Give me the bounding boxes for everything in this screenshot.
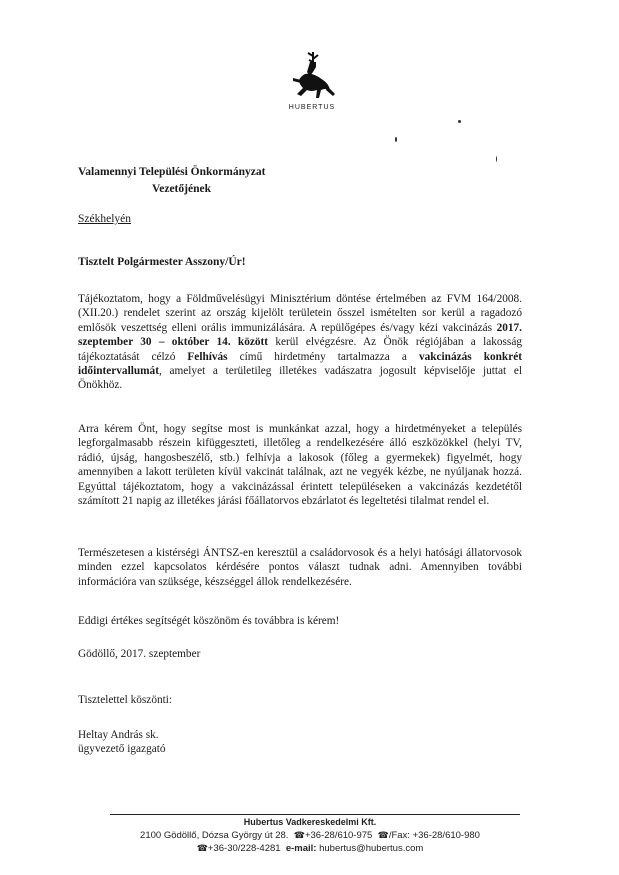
footer-fax-label: /Fax:: [388, 830, 410, 841]
signer-title: ügyvezető igazgató: [78, 743, 166, 755]
scan-speck: [496, 156, 497, 162]
footer-address-line: [60, 830, 560, 841]
regards-line: Tisztelettel köszönti:: [78, 694, 173, 706]
logo-text: HUBERTUS: [288, 104, 336, 111]
recipient-block: [78, 164, 265, 198]
phone-icon: ☎: [196, 843, 208, 853]
footer-divider: [110, 814, 520, 815]
phone-icon: ☎: [377, 830, 389, 840]
scan-speck: [395, 137, 397, 142]
place-date: Gödöllő, 2017. szeptember: [78, 648, 201, 660]
thanks-line: Eddigi értékes segítségét köszönöm és továbbra is kérem!: [78, 615, 340, 627]
salutation: Tisztelt Polgármester Asszony/Úr!: [78, 256, 246, 268]
paragraph-3: Természetesen a kistérségi ÁNTSZ-en keresztül a családorvosok és a helyi hatósági állatorvosok minden ezzel kapcsolatos kérdésére pontos választ tudnak adni. Amennyiben további információra van szüksége, készséggel állok rendelkezésére.: [78, 547, 522, 588]
paragraph-2: Arra kérem Önt, hogy segítse most is munkánkat azzal, hogy a hirdetményeket a település legforgalmasabb részein kifüggeszteti, illetőleg a rendelkezésére álló eszközökkel (helyi TV, rádió, újság, hangosbeszélő, stb.) felhívja a lakosok (főleg a gyermekek) figyelmét, hogy amennyiben a lakott területen kívül vakcinát találnak, azt ne vegyék kézbe, ne nyúljanak hozzá. Egyúttal tájékoztatom, hogy a vakcinázással érintett településeken a vakcinázás kezdetétől számított 21 napig az illetékes járási főállatorvos ebzárlatot és legeltetési tilalmat rendel el.: [78, 423, 522, 508]
footer-phone-2: +36-30/228-4281: [207, 843, 281, 854]
footer-company: Hubertus Vadkereskedelmi Kft.: [243, 817, 377, 827]
signer-name: Heltay András sk.: [78, 729, 159, 741]
footer-fax: +36-28/610-980: [412, 830, 480, 841]
paragraph-1: Tájékoztatom, hogy a Földművelésügyi Minisztérium döntése értelmében az FVM 164/2008. (XII.20.) rendelet szerint az ország kijelölt területein ősszel ismételten sor kerül a ragadozó emlősök veszettség elleni orális immunizálására. A repülőgépes és/vagy kézi vakcinázás 2017. szeptember 30 – október 14. között kerül elvégzésre. Az Önök régiójában a lakosság tájékoztatását célzó Felhívás című hirdetmény tartalmazza a vakcinázás konkrét időintervallumát, amelyet a területileg illetékes vadászatra jogosult képviselője juttat el Önökhöz.: [78, 293, 522, 392]
footer-email[interactable]: hubertus@hubertus.com: [319, 843, 424, 854]
recipient-line-1: Valamennyi Települési Önkormányzat: [78, 166, 266, 178]
footer-email-label: e-mail:: [285, 843, 317, 854]
seat-line: Székhelyén: [78, 213, 132, 225]
phone-icon: ☎: [293, 830, 305, 840]
recipient-line-2: Vezetőjének: [152, 183, 211, 195]
scan-speck: [458, 120, 461, 123]
footer-phone-1: +36-28/610-975: [304, 830, 373, 841]
footer-contact-line: [60, 843, 560, 854]
footer-address: 2100 Gödöllő, Dózsa György út 28.: [140, 830, 289, 841]
